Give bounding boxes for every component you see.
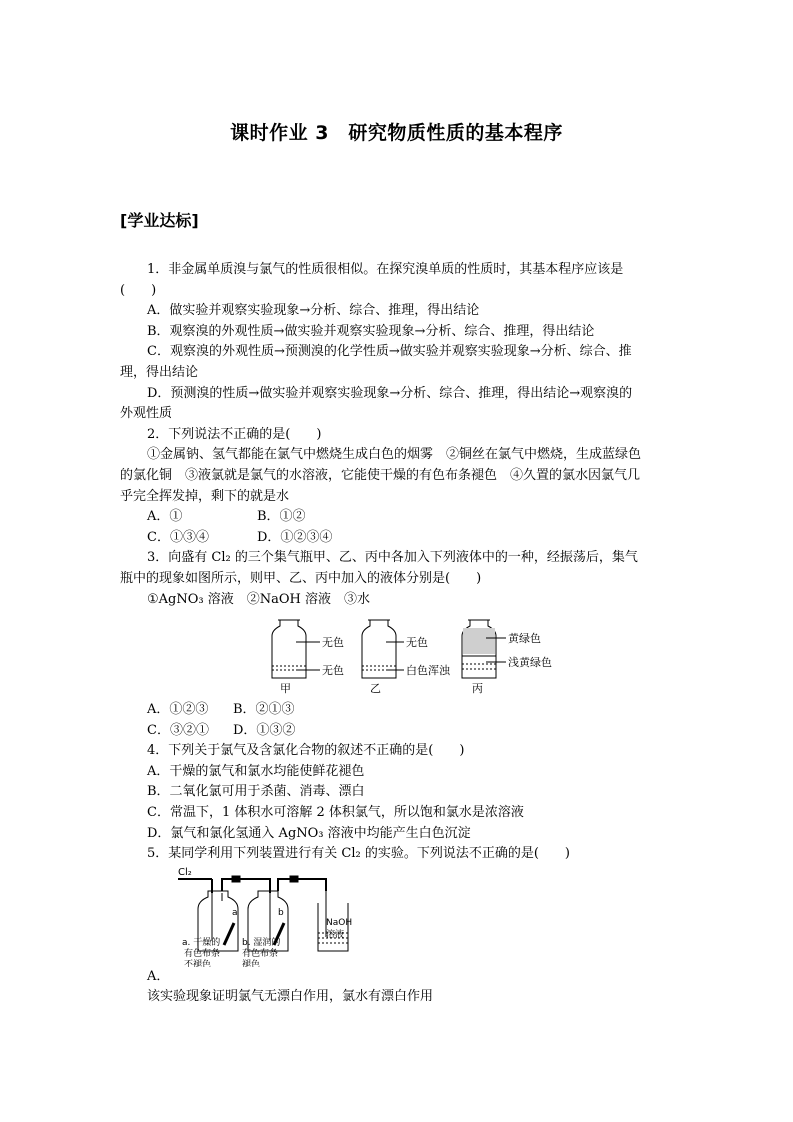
q2-option-a: A．① xyxy=(147,509,183,525)
q2-stem: 2．下列说法不正确的是( ) xyxy=(147,426,322,442)
jar2-top-label: 无色 xyxy=(406,636,428,650)
q2-statement-3: 乎完全挥发掉，剩下的就是水 xyxy=(120,488,290,504)
q3-option-c: C．③②① xyxy=(147,722,209,738)
q3-option-d: D．①③② xyxy=(233,722,296,738)
jar1-name: 甲 xyxy=(280,682,291,695)
naoh-label-1: NaOH xyxy=(326,917,353,928)
jar-jia xyxy=(272,620,306,678)
q3-jars-figure xyxy=(120,614,676,694)
q4-option-c: C．常温下，1 体积水可溶解 2 体积氯气，所以饱和氯水是浓溶液 xyxy=(147,805,524,821)
q3-options-row-2 xyxy=(120,721,676,742)
jar1-bottom-label: 无色 xyxy=(322,664,344,678)
jar-yi xyxy=(362,620,396,678)
bottle-a-caption-2: 有色布条 xyxy=(184,948,221,959)
jar2-name: 乙 xyxy=(370,682,381,695)
q5-option-a-text: 该实验现象证明氯气无漂白作用，氯水有漂白作用 xyxy=(147,989,434,1005)
q3-liquids: ①AgNO₃ 溶液 ②NaOH 溶液 ③水 xyxy=(147,591,370,607)
label-a: a xyxy=(232,907,238,918)
q5-apparatus-figure xyxy=(120,867,676,967)
q1-option-c: C．观察溴的外观性质→预测溴的化学性质→做实验并观察实验现象→分析、综合、推 xyxy=(147,344,632,360)
q5-stem: 5．某同学利用下列装置进行有关 Cl₂ 的实验。下列说法不正确的是( ) xyxy=(147,846,570,862)
q1-option-a: A．做实验并观察实验现象→分析、综合、推理，得出结论 xyxy=(147,303,480,319)
bottle-a-caption-1: a. 干燥的 xyxy=(182,937,221,948)
q2-options-row-2 xyxy=(120,528,676,549)
q1-paren: ( ) xyxy=(120,282,157,298)
q2-option-c: C．①③④ xyxy=(147,529,209,545)
q4-option-a: A．干燥的氯气和氯水均能使鲜花褪色 xyxy=(147,763,365,779)
q1-option-b: B．观察溴的外观性质→做实验并观察实验现象→分析、综合、推理，得出结论 xyxy=(147,323,595,339)
q2-statement-1: ①金属钠、氢气都能在氯气中燃烧生成白色的烟雾 ②铜丝在氯气中燃烧，生成蓝绿色 xyxy=(147,447,642,463)
apparatus-diagram xyxy=(120,867,676,967)
q3-options-row-1 xyxy=(120,700,676,721)
q1-option-d: D．预测溴的性质→做实验并观察实验现象→分析、综合、推理，得出结论→观察溴的 xyxy=(147,385,633,401)
q3-option-b: B．②①③ xyxy=(233,702,295,718)
gas-jars-diagram xyxy=(120,614,676,694)
q2-option-b: B．①② xyxy=(257,509,306,525)
jar3-top-label: 黄绿色 xyxy=(508,632,541,646)
page-title: 课时作业 3 研究物质性质的基本程序 xyxy=(230,122,563,144)
question-body xyxy=(120,260,676,1008)
q4-option-b: B．二氧化氯可用于杀菌、消毒、漂白 xyxy=(147,784,365,800)
q3-stem: 3．向盛有 Cl₂ 的三个集气瓶甲、乙、丙中各加入下列液体中的一种，经振荡后，集气 xyxy=(147,550,638,566)
q2-options-row-1 xyxy=(120,507,676,528)
bottle-b-caption-1: b. 湿润的 xyxy=(242,937,281,948)
label-b: b xyxy=(278,907,284,918)
q4-option-d: D．氯气和氯化氢通入 AgNO₃ 溶液中均能产生白色沉淀 xyxy=(147,825,471,841)
q2-statement-2: 的氯化铜 ③液氯就是氯气的水溶液，它能使干燥的有色布条褪色 ④久置的氯水因氯气几 xyxy=(120,467,641,483)
q1-option-c-cont: 理，得出结论 xyxy=(120,364,199,380)
q3-stem-cont: 瓶中的现象如图所示，则甲、乙、丙中加入的液体分别是( ) xyxy=(120,570,482,586)
jar3-name: 丙 xyxy=(472,682,483,695)
q1-option-d-cont: 外观性质 xyxy=(120,406,173,422)
q3-option-a: A．①②③ xyxy=(147,702,209,718)
q4-stem: 4．下列关于氯气及含氯化合物的叙述不正确的是( ) xyxy=(147,743,465,759)
jar2-bottom-label: 白色浑浊 xyxy=(406,664,450,678)
jar1-top-label: 无色 xyxy=(322,636,344,650)
q5-option-a-label: A． xyxy=(147,968,170,984)
section-heading: [学业达标] xyxy=(120,211,199,230)
bottle-a-caption-3: 不褪色 xyxy=(184,959,212,967)
cl2-label: Cl₂ xyxy=(178,866,192,878)
q2-option-d: D．①②③④ xyxy=(257,529,333,545)
naoh-label-2: 溶液 xyxy=(326,929,345,940)
bottle-b-caption-3: 褪色 xyxy=(242,959,261,967)
bottle-b-caption-2: 有色布条 xyxy=(242,948,279,959)
q1-stem: 1．非金属单质溴与氯气的性质很相似。在探究溴单质的性质时，其基本程序应该是 xyxy=(147,262,624,277)
jar3-bottom-label: 浅黄绿色 xyxy=(508,656,552,670)
